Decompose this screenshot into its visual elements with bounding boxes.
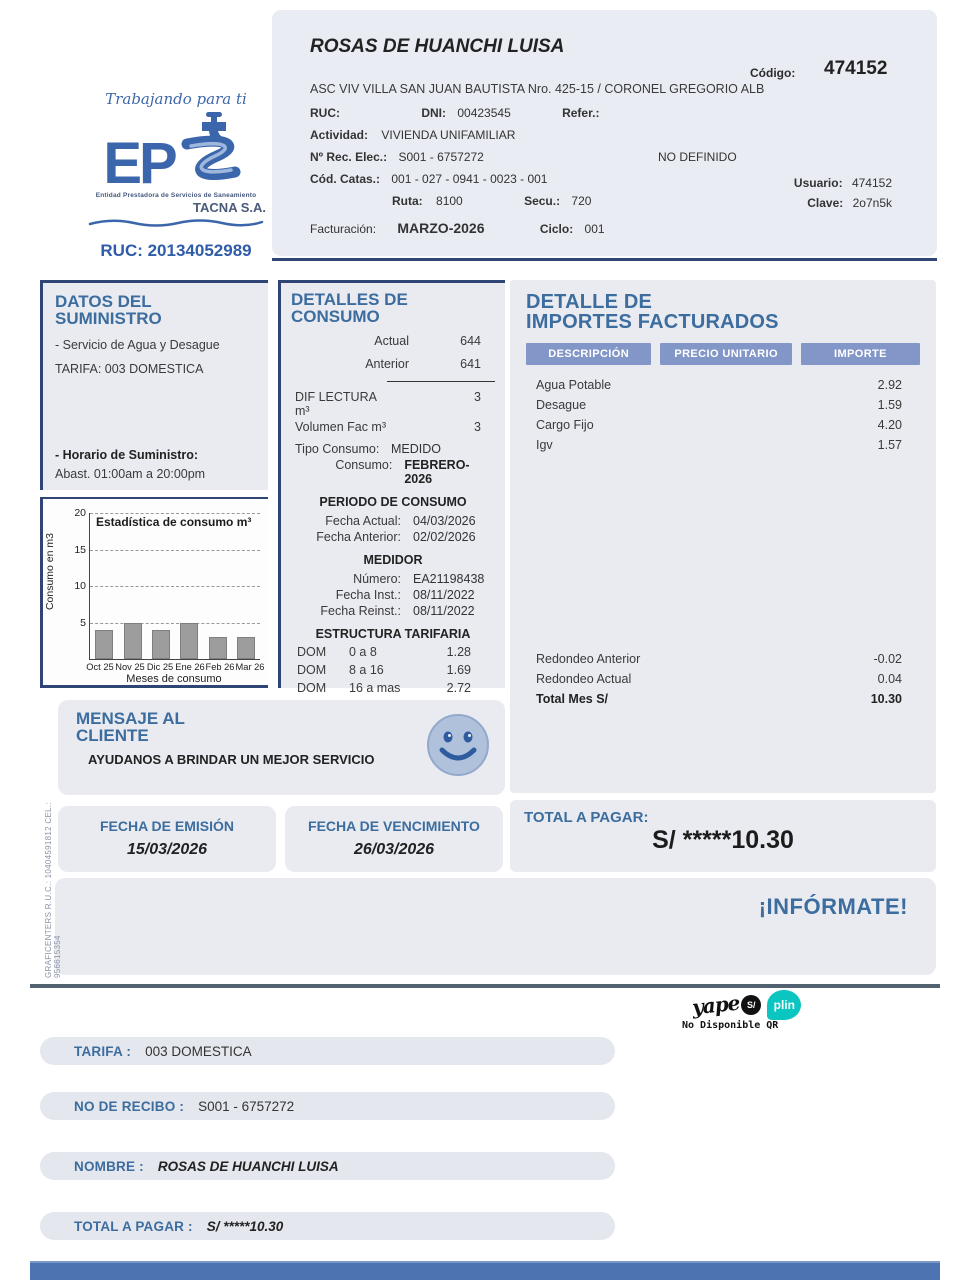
- consumption-chart: [40, 497, 268, 688]
- chart-x-axis-label: Meses de consumo: [126, 673, 222, 685]
- ruta-label: Ruta:: [392, 194, 423, 208]
- redondeo-actual-row: [526, 669, 920, 689]
- total-mes-label: Total Mes S/: [536, 692, 609, 706]
- importes-rows: [526, 375, 920, 455]
- resumen-nombre-row: [40, 1152, 615, 1180]
- consumo-mes-value: FEBRERO-2026: [404, 457, 470, 486]
- dni-value: 00423545: [457, 106, 511, 120]
- table-row: [526, 415, 920, 435]
- chart-x-tick-label: Ene 26: [175, 662, 205, 672]
- anterior-label: Anterior: [365, 356, 409, 371]
- row-descripcion: Desague: [536, 397, 587, 412]
- fecha-actual-row: [291, 514, 495, 528]
- chart-y-tick-label: 5: [80, 616, 86, 629]
- detalles-consumo-section: [278, 280, 505, 695]
- ciclo-label: Ciclo:: [539, 222, 574, 236]
- yape-logo: [690, 990, 761, 1020]
- row-descripcion: Igv: [536, 437, 553, 452]
- facturacion-row: [310, 220, 605, 236]
- actividad-value: VIVIENDA UNIFAMILIAR: [381, 128, 516, 142]
- row-importe: 2.92: [877, 377, 902, 392]
- logo-subtitle: Entidad Prestadora de Servicios de Saneamiento: [95, 192, 257, 199]
- fecha-inst-row: [291, 588, 495, 602]
- customer-address: ASC VIV VILLA SAN JUAN BAUTISTA Nro. 425-15 / CORONEL GREGORIO ALB: [310, 82, 765, 96]
- resumen-value: 003 DOMESTICA: [145, 1043, 252, 1059]
- chart-y-tick-label: 20: [74, 507, 86, 519]
- datos-title-line1: DATOS DEL: [55, 292, 152, 311]
- ruta-secu-row: [392, 194, 591, 208]
- clave-row: [807, 196, 892, 210]
- tarifa-tipo: DOM: [297, 680, 327, 695]
- resumen-value: ROSAS DE HUANCHI LUISA: [157, 1158, 339, 1174]
- chart-x-tick-label: Mar 26: [235, 662, 265, 672]
- company-logo: [78, 90, 274, 261]
- redondeo-actual-label: Redondeo Actual: [536, 672, 632, 686]
- servicio-line: - Servicio de Agua y Desague: [55, 337, 220, 352]
- resumen-label: NOMBRE :: [74, 1158, 144, 1174]
- row-descripcion: Cargo Fijo: [536, 417, 594, 432]
- mensaje-title-line1: MENSAJE AL: [76, 709, 185, 728]
- consumo-title-line1: DETALLES DE: [291, 290, 408, 309]
- fecha-anterior-row: [291, 530, 495, 544]
- fecha-emision-box: [58, 806, 276, 872]
- volumen-label: Volumen Fac m³: [295, 419, 387, 434]
- tarifa-tipo: DOM: [297, 662, 327, 677]
- tarifa-row: [291, 681, 495, 695]
- logo-company-name: TACNA S.A.: [193, 200, 266, 215]
- fecha-vencimiento-value: 26/03/2026: [353, 841, 435, 858]
- numero-value: EA21198438: [413, 571, 485, 586]
- customer-name: ROSAS DE HUANCHI LUISA: [310, 36, 565, 57]
- tarifa-precio: 1.28: [446, 644, 471, 659]
- lectura-actual-row: [291, 334, 495, 348]
- consumo-title-line2: CONSUMO: [291, 307, 380, 327]
- fecha-reinst-label: Fecha Reinst.:: [320, 603, 401, 618]
- fecha-emision-label: FECHA DE EMISIÓN: [99, 818, 235, 834]
- dni-label: DNI:: [421, 106, 447, 120]
- redondeo-anterior-row: [526, 649, 920, 669]
- importes-facturados-section: [510, 280, 936, 793]
- refer-label: Refer.:: [562, 106, 600, 120]
- customer-header-panel: [272, 10, 937, 256]
- horario-label: - Horario de Suministro:: [55, 447, 199, 462]
- fecha-emision-value: 15/03/2026: [126, 841, 208, 858]
- total-a-pagar-box: [510, 800, 936, 872]
- logo-tagline: Trabajando para ti: [105, 90, 247, 108]
- tarifa-rango: 16 a mas: [349, 680, 401, 695]
- total-a-pagar-value: S/ *****10.30: [652, 826, 794, 854]
- resumen-recibo-row: [40, 1092, 615, 1120]
- actividad-row: [310, 128, 515, 142]
- chart-bar: [180, 623, 198, 660]
- fecha-anterior-label: Fecha Anterior:: [316, 529, 401, 544]
- fecha-reinst-value: 08/11/2022: [413, 603, 475, 618]
- secu-label: Secu.:: [524, 194, 561, 208]
- tarifa-tipo: DOM: [297, 644, 327, 659]
- lectura-anterior-row: [291, 357, 495, 371]
- chart-x-tick-labels: [85, 662, 265, 672]
- ciclo-value: 001: [584, 222, 605, 236]
- col-precio-unitario: PRECIO UNITARIO: [660, 343, 792, 365]
- actual-label: Actual: [374, 333, 409, 348]
- fecha-actual-label: Fecha Actual:: [325, 513, 401, 528]
- dif-lectura-row: [291, 390, 495, 418]
- datos-suministro-section: [40, 280, 268, 490]
- volumen-row: [291, 420, 495, 434]
- chart-bar: [209, 637, 227, 659]
- facturacion-label: Facturación:: [310, 222, 377, 236]
- bottom-blue-bar: [30, 1261, 940, 1280]
- datos-title: [55, 293, 256, 328]
- chart-x-tick-label: Dic 25: [146, 662, 174, 672]
- informate-text: ¡INFÓRMATE!: [758, 894, 908, 919]
- importes-title-line2: IMPORTES FACTURADOS: [526, 311, 779, 334]
- table-row: [526, 395, 920, 415]
- chart-gridline: [90, 513, 260, 514]
- dif-value: 3: [474, 389, 481, 404]
- total-mes-value: 10.30: [870, 692, 902, 706]
- table-row: [526, 375, 920, 395]
- row-importe: 4.20: [877, 417, 902, 432]
- mensaje-body: AYUDANOS A BRINDAR UN MEJOR SERVICIO: [88, 752, 375, 767]
- ruc-label: RUC:: [310, 106, 340, 120]
- tipo-consumo-row: [291, 442, 495, 456]
- lectura-divider: [387, 381, 495, 382]
- chart-x-tick-label: Feb 26: [205, 662, 235, 672]
- usuario-value: 474152: [851, 176, 892, 190]
- importes-title: [526, 292, 920, 333]
- usuario-label: Usuario:: [793, 176, 843, 190]
- consumo-mes-row: [291, 458, 495, 486]
- medidor-numero-row: [291, 572, 495, 586]
- importes-title-line1: DETALLE DE: [526, 291, 653, 313]
- rec-elec-value: S001 - 6757272: [398, 150, 484, 164]
- total-mes-row: [526, 689, 920, 709]
- fecha-inst-value: 08/11/2022: [413, 587, 475, 602]
- mensaje-cliente-section: [58, 700, 505, 795]
- plin-logo: plin: [767, 990, 801, 1020]
- redondeo-anterior-value: -0.02: [873, 652, 902, 666]
- chart-plot: [74, 507, 260, 660]
- facturacion-value: MARZO-2026: [397, 220, 485, 236]
- smiley-face-icon: [425, 712, 491, 778]
- tipo-label: Tipo Consumo:: [295, 441, 380, 456]
- resumen-label: NO DE RECIBO :: [74, 1098, 185, 1114]
- tarifa-precio: 2.72: [446, 680, 471, 695]
- clave-label: Clave:: [807, 196, 844, 210]
- informate-panel: [55, 878, 936, 975]
- chart-gridline: [90, 550, 260, 551]
- dif-label: DIF LECTURA m³: [295, 389, 377, 418]
- numero-label: Número:: [353, 571, 401, 586]
- datos-title-line2: SUMINISTRO: [55, 309, 162, 329]
- yape-soles-icon: S/: [741, 995, 761, 1015]
- codigo-value: 474152: [824, 58, 888, 79]
- redondeo-anterior-label: Redondeo Anterior: [536, 652, 641, 666]
- fecha-actual-value: 04/03/2026: [413, 513, 476, 528]
- row-importe: 1.57: [877, 437, 902, 452]
- resumen-label: TARIFA :: [74, 1043, 132, 1059]
- chart-gridline: [90, 623, 260, 624]
- fecha-vencimiento-box: [285, 806, 503, 872]
- consumo-mes-label: Consumo:: [335, 457, 393, 472]
- no-definido: NO DEFINIDO: [658, 150, 737, 164]
- cod-catas-value: 001 - 027 - 0941 - 0023 - 001: [391, 172, 548, 186]
- tipo-value: MEDIDO: [391, 441, 441, 456]
- resumen-total-row: [40, 1212, 615, 1240]
- qr-unavailable-note: No Disponible QR: [682, 1020, 779, 1031]
- table-row: [526, 435, 920, 455]
- logo-ep-text: EP: [103, 130, 175, 196]
- usuario-row: [794, 176, 892, 190]
- wave-icon: [88, 218, 264, 228]
- estructura-title: ESTRUCTURA TARIFARIA: [315, 626, 471, 641]
- mensaje-title: [76, 710, 185, 745]
- chart-y-tick-label: 10: [74, 580, 86, 592]
- actual-value: 644: [460, 333, 481, 348]
- periodo-title: PERIODO DE CONSUMO: [319, 494, 467, 509]
- redondeo-actual-value: 0.04: [877, 672, 902, 686]
- actividad-label: Actividad:: [310, 128, 369, 142]
- resumen-label: TOTAL A PAGAR :: [74, 1218, 193, 1234]
- fecha-anterior-value: 02/02/2026: [413, 529, 476, 544]
- redondeo-block: [526, 649, 920, 709]
- rec-elec-row: [310, 150, 484, 164]
- cod-catas-label: Cód. Catas.:: [310, 172, 381, 186]
- payment-methods: [692, 990, 818, 1020]
- water-faucet-river-icon: [175, 110, 249, 190]
- ruta-value: 8100: [436, 194, 463, 208]
- tarifa-precio: 1.69: [446, 662, 471, 677]
- chart-y-axis-label: Consumo en m3: [44, 533, 56, 611]
- codigo-label: Código:: [750, 66, 796, 80]
- header-divider: [272, 258, 937, 261]
- footer-divider: [30, 984, 940, 988]
- fecha-inst-label: Fecha Inst.:: [335, 587, 401, 602]
- clave-value: 2o7n5k: [852, 196, 892, 210]
- cod-catas-row: [310, 172, 547, 186]
- mensaje-title-line2: CLIENTE: [76, 726, 149, 746]
- tarifa-row: [291, 663, 495, 677]
- fecha-vencimiento-label: FECHA DE VENCIMIENTO: [308, 818, 480, 834]
- print-shop-credit: GRAFICENTERS R.U.C.: 10404591812 CEL.: 956615354: [44, 802, 62, 978]
- total-a-pagar-label: TOTAL A PAGAR:: [524, 809, 649, 826]
- col-importe: IMPORTE: [801, 343, 920, 365]
- anterior-value: 641: [460, 356, 481, 371]
- rec-elec-label: Nº Rec. Elec.:: [310, 150, 388, 164]
- chart-bar: [237, 637, 255, 659]
- chart-bar: [95, 630, 113, 659]
- row-descripcion: Agua Potable: [536, 377, 612, 392]
- horario-value: Abast. 01:00am a 20:00pm: [55, 466, 206, 481]
- volumen-value: 3: [474, 419, 481, 434]
- tarifa-rango: 8 a 16: [349, 662, 384, 677]
- yape-text: yape: [690, 990, 741, 1020]
- medidor-title: MEDIDOR: [363, 552, 423, 567]
- fecha-reinst-row: [291, 604, 495, 618]
- consumo-title: [291, 291, 495, 326]
- chart-x-tick-label: Oct 25: [86, 662, 114, 672]
- chart-y-tick-label: 15: [74, 543, 86, 556]
- chart-gridline: [90, 586, 260, 587]
- col-descripcion: DESCRIPCIÓN: [526, 343, 651, 365]
- row-importe: 1.59: [877, 397, 902, 412]
- chart-title: Estadística de consumo m³: [96, 515, 252, 529]
- ruc-dni-row: [310, 106, 599, 120]
- company-ruc: RUC: 20134052989: [100, 241, 252, 260]
- resumen-value: S001 - 6757272: [198, 1098, 295, 1114]
- resumen-value: S/ *****10.30: [206, 1218, 284, 1234]
- tarifa-rango: 0 a 8: [349, 644, 377, 659]
- chart-bar: [124, 623, 142, 660]
- secu-value: 720: [571, 194, 592, 208]
- importes-table-header: [526, 343, 920, 365]
- chart-x-tick-label: Nov 25: [115, 662, 145, 672]
- chart-bar: [152, 630, 170, 659]
- tarifa-line: TARIFA: 003 DOMESTICA: [55, 361, 204, 376]
- tarifa-row: [291, 645, 495, 659]
- resumen-tarifa-row: [40, 1037, 615, 1065]
